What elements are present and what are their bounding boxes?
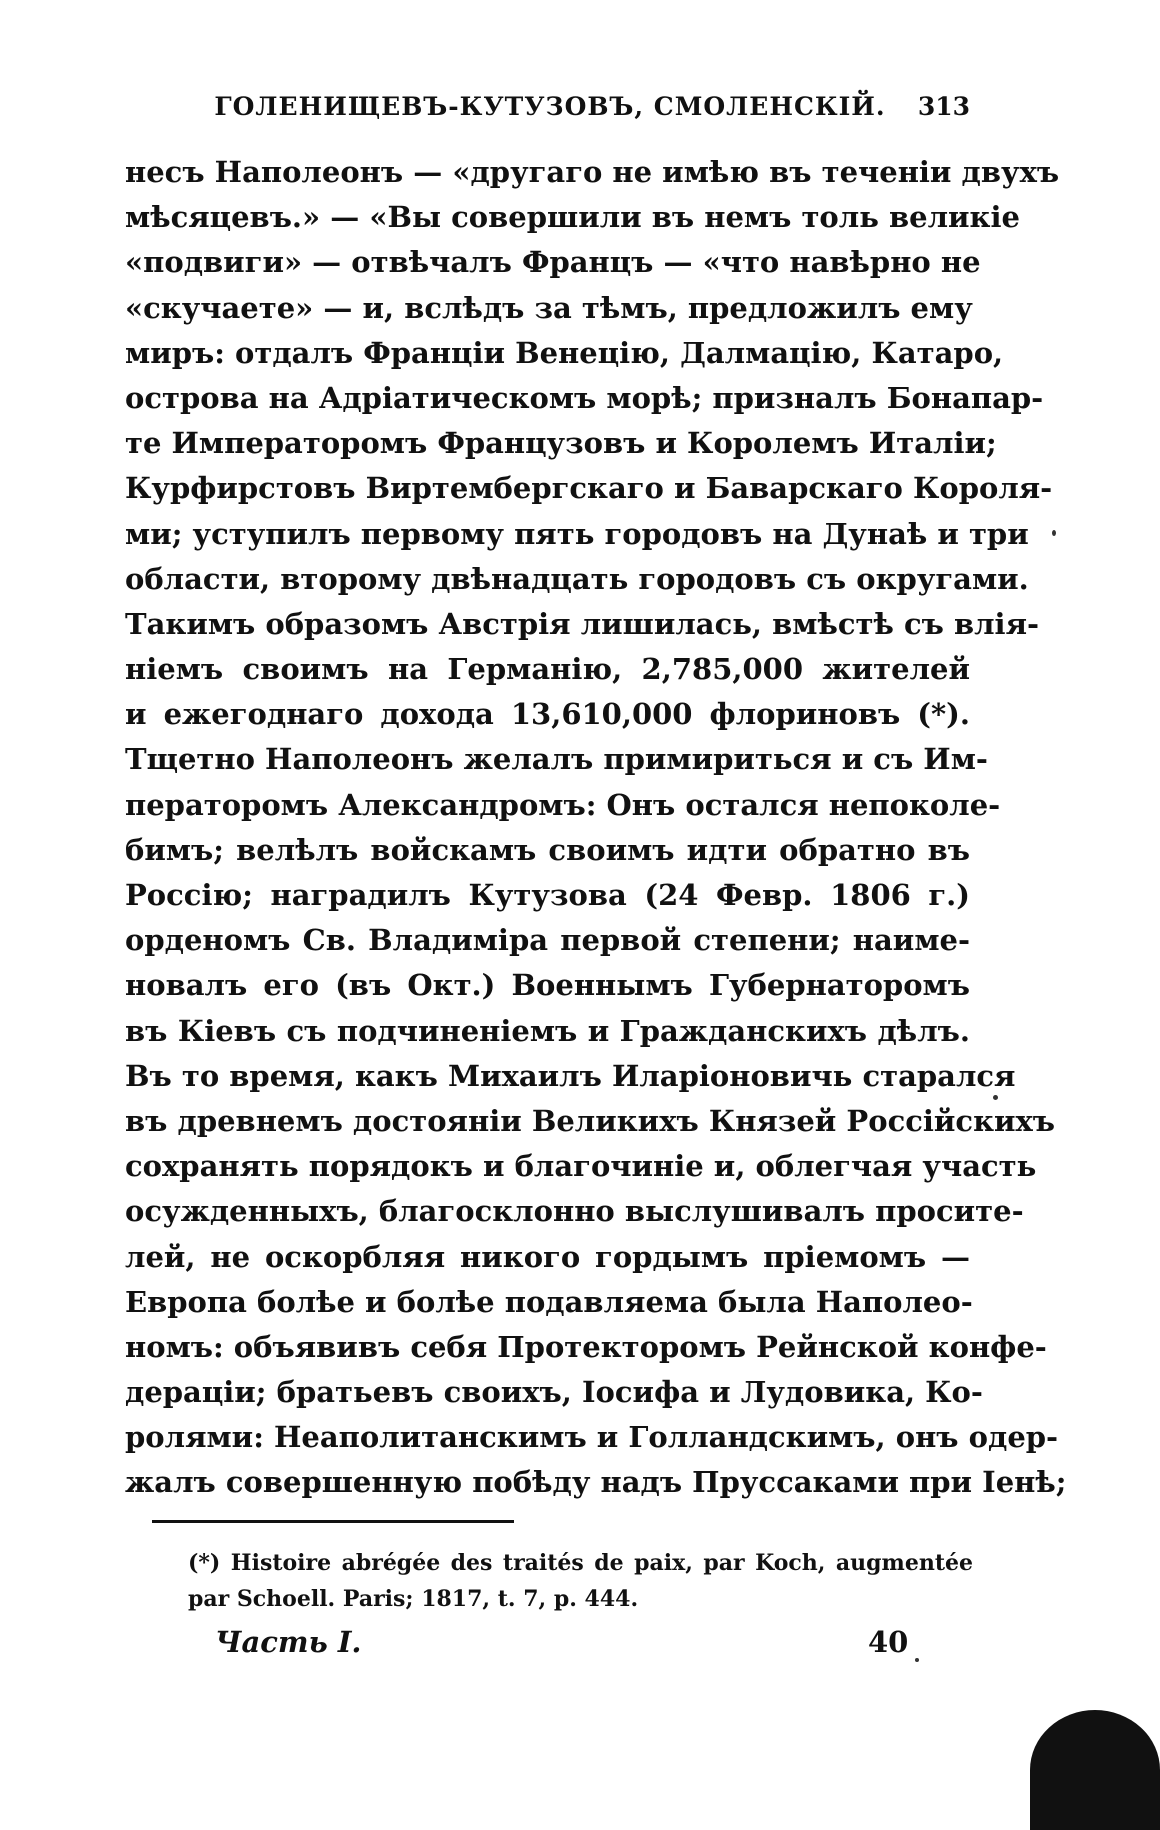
page-header: [130, 92, 970, 132]
footnote: [188, 1545, 973, 1617]
text-line: ператоромъ Александромъ: Онъ остался непоколе-: [125, 787, 1001, 822]
text-line: номъ: объявивъ себя Протекторомъ Рейнской конфе-: [125, 1329, 1047, 1364]
text-line: Россію; наградилъ Кутузова (24 Февр. 1806 г.): [125, 878, 970, 912]
text-line: орденомъ Св. Владиміра первой степени; наиме-: [125, 923, 970, 958]
text-line: сохранять порядокъ и благочиніе и, облегчая участь: [125, 1149, 1037, 1184]
text-line: Такимъ образомъ Австрія лишилась, вмѣстѣ съ влія-: [125, 606, 1040, 641]
text-line: бимъ; велѣлъ войскамъ своимъ идти обратно въ: [125, 832, 970, 867]
text-line: «подвиги» — отвѣчалъ Францъ — «что навѣрно не: [125, 245, 981, 280]
text-line: ми; уступилъ первому пять городовъ на Дунаѣ и три: [125, 516, 1029, 551]
text-line: миръ: отдалъ Франціи Венецію, Далмацію, Катаро,: [125, 335, 1004, 370]
main-text: [125, 150, 1067, 1506]
text-line: новалъ его (въ Окт.) Военнымъ Губернаторомъ: [125, 968, 970, 1003]
text-line: дераціи; братьевъ своихъ, Іосифа и Лудовика, Ко-: [125, 1375, 983, 1410]
scan-speck: [993, 1095, 998, 1100]
footnote-rule: [152, 1520, 514, 1523]
signature-mark: Часть I.: [215, 1625, 362, 1659]
text-line: Тщетно Наполеонъ желалъ примириться и съ Им-: [125, 742, 988, 777]
text-line: Европа болѣе и болѣе подавляема была Наполео-: [125, 1284, 973, 1319]
text-line: ніемъ своимъ на Германію, 2,785,000 жителей: [125, 652, 970, 687]
text-line: въ Кіевъ съ подчиненіемъ и Гражданскихъ дѣлъ.: [125, 1013, 970, 1048]
text-line: мѣсяцевъ.» — «Вы совершили въ немъ толь великіе: [125, 200, 1020, 235]
text-line: осужденныхъ, благосклонно выслушивалъ просите-: [125, 1194, 1024, 1229]
text-line: острова на Адріатическомъ морѣ; призналъ Бонапар-: [125, 380, 1044, 415]
text-line: Курфирстовъ Виртембергскаго и Баварскаго Короля-: [125, 471, 1053, 506]
footnote-line: par Schoell. Paris; 1817, t. 7, p. 444.: [188, 1586, 639, 1612]
text-line: те Императоромъ Французовъ и Королемъ Италіи;: [125, 426, 997, 461]
footnote-line: (*) Histoire abrégée des traités de paix, par Koch, augmentée: [188, 1550, 973, 1576]
running-title: ГОЛЕНИЩЕВЪ-КУТУЗОВЪ, СМОЛЕНСКІЙ.: [214, 92, 886, 121]
text-line: лей, не оскорбляя никого гордымъ пріемомъ —: [125, 1239, 970, 1274]
text-line: въ древнемъ достояніи Великихъ Князей Россійскихъ: [125, 1103, 1056, 1138]
scan-blot: [1030, 1710, 1160, 1830]
text-line: области, второму двѣнадцать городовъ съ округами.: [125, 561, 1029, 596]
text-line: Въ то время, какъ Михаилъ Иларіоновичь старался: [125, 1058, 1016, 1093]
text-line: и ежегоднаго дохода 13,610,000 флориновъ (*).: [125, 697, 970, 732]
text-line: ролями: Неаполитанскимъ и Голландскимъ, онъ одер-: [125, 1420, 1059, 1455]
text-line: «скучаете» — и, вслѣдъ за тѣмъ, предложилъ ему: [125, 290, 973, 325]
sheet-number: 40: [868, 1625, 909, 1659]
page-number: 313: [917, 92, 970, 121]
text-line: жалъ совершенную побѣду надъ Пруссаками при Іенѣ;: [125, 1465, 1067, 1500]
text-line: несъ Наполеонъ — «другаго не имѣю въ теченіи двухъ: [125, 155, 1060, 189]
scan-speck: [1052, 530, 1056, 536]
scan-speck: [915, 1658, 919, 1662]
